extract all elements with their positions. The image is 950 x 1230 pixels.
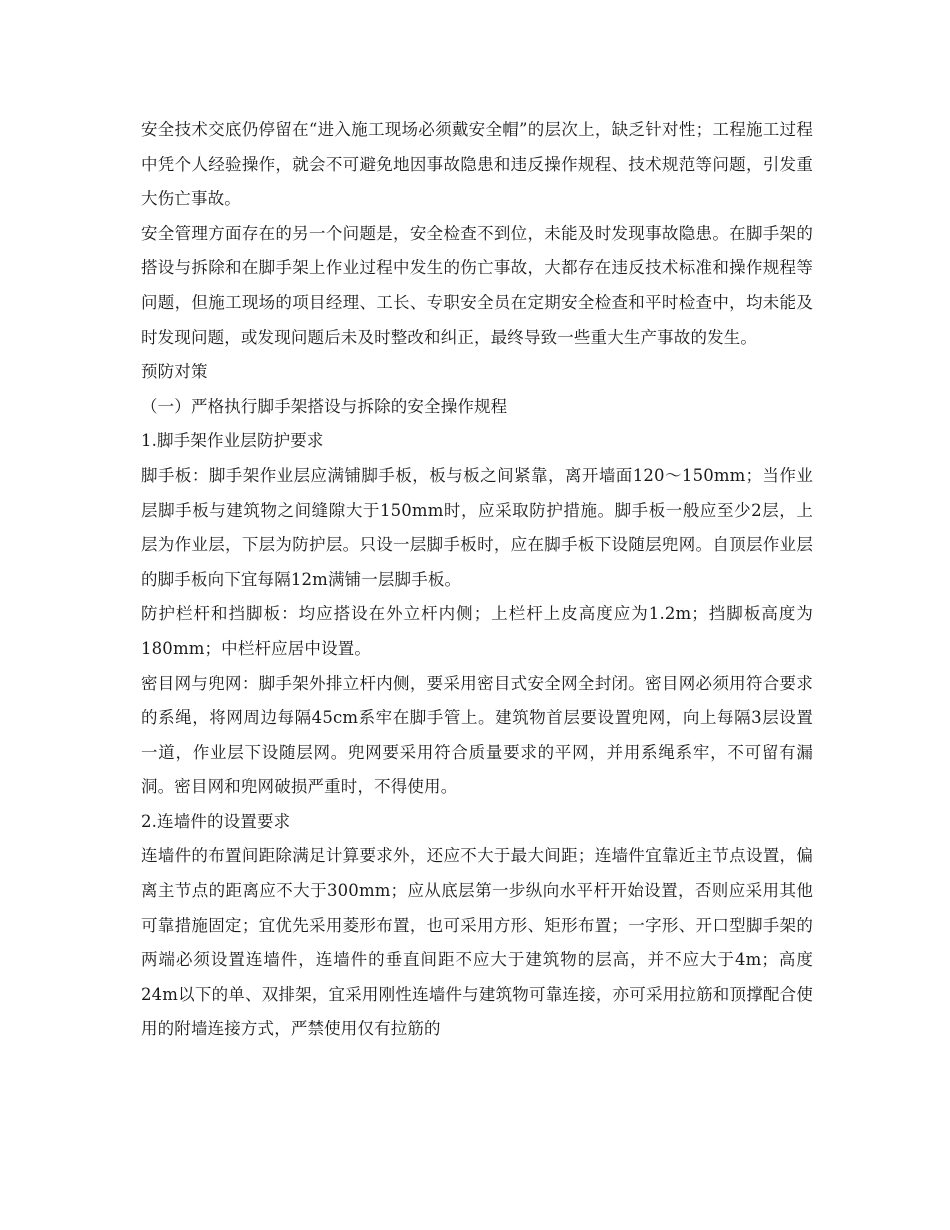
heading-subsection-2: 2.连墙件的设置要求	[141, 811, 291, 831]
paragraph-wall-ties: 连墙件的布置间距除满足计算要求外，还应不大于最大间距；连墙件宜靠近主节点设置，偏离主节点的距离应不大于300mm；应从底层第一步纵向水平杆开始设置，否则应采用其他可靠措施固定；宜优先采用菱形布置，也可采用方形、矩形布置；一字形、开口型脚手架的两端必须设置连墙件，连墙件的垂直间距不应大于建筑物的层高，并不应大于4m；高度24m以下的单、双排架，宜采用刚性连墙件与建筑物可靠连接，亦可采用拉筋和顶撑配合使用的附墙连接方式，严禁使用仅有拉筋的	[141, 846, 813, 1039]
paragraph-safety-inspection: 安全管理方面存在的另一个问题是，安全检查不到位，未能及时发现事故隐患。在脚手架的搭设与拆除和在脚手架上作业过程中发生的伤亡事故，大都存在违反技术标准和操作规程等问题，但施工现场的项目经理、工长、专职安全员在定期安全检查和平时检查中，均未能及时发现问题，或发现问题后未及时整改和纠正，最终导致一些重大生产事故的发生。	[141, 223, 813, 347]
paragraph-guardrails: 防护栏杆和挡脚板：均应搭设在外立杆内侧；上栏杆上皮高度应为1.2m；挡脚板高度为180mm；中栏杆应居中设置。	[141, 604, 813, 658]
heading-prevention-measures: 预防对策	[141, 362, 208, 382]
paragraph-safety-briefing: 安全技术交底仍停留在“进入施工现场必须戴安全帽”的层次上，缺乏针对性；工程施工过程中凭个人经验操作，就会不可避免地因事故隐患和违反操作规程、技术规范等问题，引发重大伤亡事故。	[141, 120, 813, 209]
document-body	[141, 113, 813, 1047]
paragraph-scaffold-boards: 脚手板：脚手架作业层应满铺脚手板，板与板之间紧靠，离开墙面120～150mm；当作业层脚手板与建筑物之间缝隙大于150mm时，应采取防护措施。脚手板一般应至少2层，上层为作业层，下层为防护层。只设一层脚手板时，应在脚手板下设随层兜网。自顶层作业层的脚手板向下宜每隔12m满铺一层脚手板。	[141, 465, 813, 589]
heading-section-1: （一）严格执行脚手架搭设与拆除的安全操作规程	[141, 396, 508, 416]
heading-subsection-1: 1.脚手架作业层防护要求	[141, 431, 324, 451]
paragraph-safety-nets: 密目网与兜网：脚手架外排立杆内侧，要采用密目式安全网全封闭。密目网必须用符合要求的系绳，将网周边每隔45cm系牢在脚手管上。建筑物首层要设置兜网，向上每隔3层设置一道，作业层下设随层网。兜网要采用符合质量要求的平网，并用系绳系牢，不可留有漏洞。密目网和兜网破损严重时，不得使用。	[141, 673, 813, 797]
